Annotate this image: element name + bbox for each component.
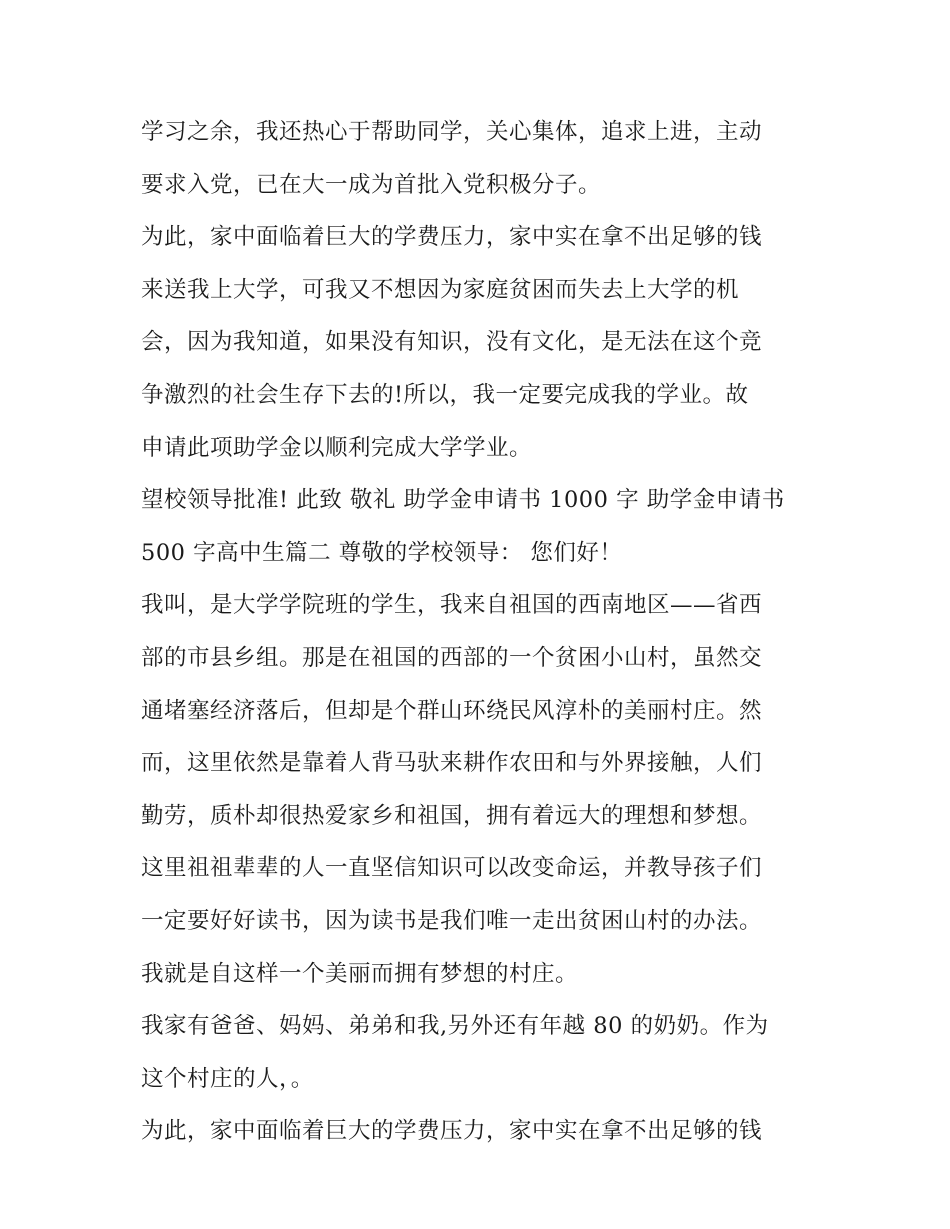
text-line: 申请此项助学金以顺利完成大学学业。	[141, 434, 533, 461]
text-line: 勤劳，质朴却很热爱家乡和祖国，拥有着远大的理想和梦想。	[141, 802, 763, 829]
text-line: 我家有爸爸、妈妈、弟弟和我,另外还有年越 80 的奶奶。作为	[141, 1013, 769, 1040]
text-line: 我就是自这样一个美丽而拥有梦想的村庄。	[141, 960, 579, 987]
text-line: 部的市县乡组。那是在祖国的西部的一个贫困小山村，虽然交	[141, 644, 763, 671]
text-line: 为此，家中面临着巨大的学费压力，家中实在拿不出足够的钱	[141, 224, 763, 251]
text-line: 通堵塞经济落后，但却是个群山环绕民风淳朴的美丽村庄。然	[141, 697, 763, 724]
text-line: 为此，家中面临着巨大的学费压力，家中实在拿不出足够的钱	[141, 1118, 763, 1145]
text-line: 会，因为我知道，如果没有知识，没有文化，是无法在这个竞	[141, 329, 763, 356]
text-line: 这里祖祖辈辈的人一直坚信知识可以改变命运，并教导孩子们	[141, 855, 763, 882]
text-line: 争激烈的社会生存下去的!所以，我一定要完成我的学业。故	[141, 381, 749, 408]
body-text	[141, 108, 821, 1160]
text-line: 要求入党，已在大一成为首批入党积极分子。	[141, 171, 602, 198]
text-line: 来送我上大学，可我又不想因为家庭贫困而失去上大学的机	[141, 276, 740, 303]
text-line: 500 字高中生篇二 尊敬的学校领导： 您们好！	[141, 539, 623, 566]
text-line: 这个村庄的人，。	[141, 1065, 314, 1092]
text-line: 学习之余，我还热心于帮助同学，关心集体，追求上进，主动	[141, 119, 763, 145]
text-line: 一定要好好读书，因为读书是我们唯一走出贫困山村的办法。	[141, 907, 763, 934]
text-line: 我叫，是大学学院班的学生，我来自祖国的西南地区——省西	[141, 592, 763, 619]
text-line: 而，这里依然是靠着人背马驮来耕作农田和与外界接触，人们	[141, 750, 763, 777]
text-line: 望校领导批准! 此致 敬礼 助学金申请书 1000 字 助学金申请书	[141, 487, 785, 514]
